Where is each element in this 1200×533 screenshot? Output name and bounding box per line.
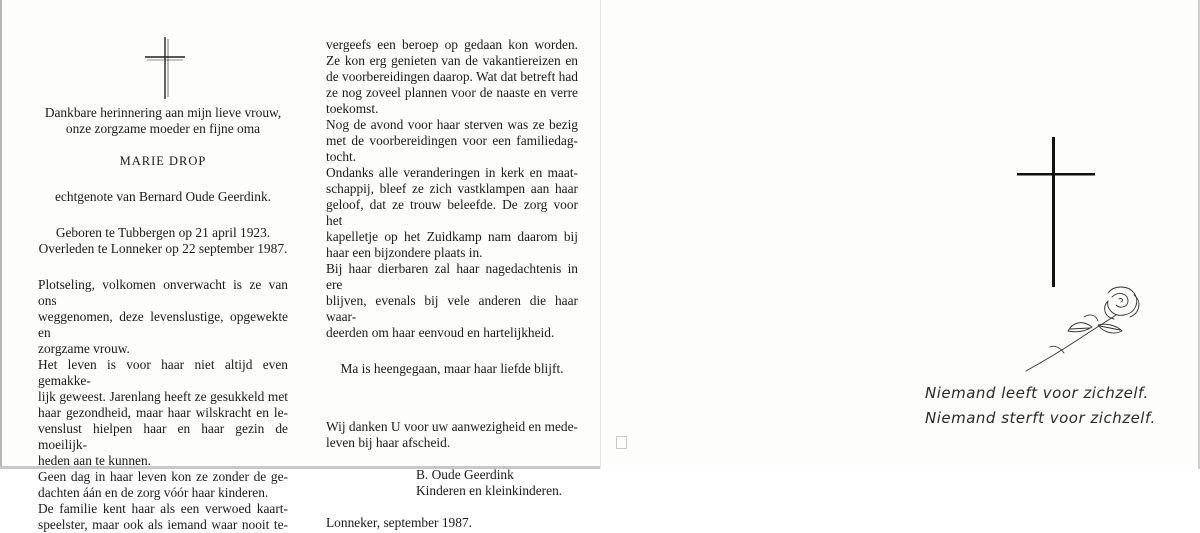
text-line: lijk geweest. Jarenlang heeft ze gesukkeld met (38, 389, 288, 404)
intro-line: Dankbare herinnering aan mijn lieve vrouw, (44, 105, 282, 120)
deceased-name: MARIE DROP (119, 154, 207, 168)
middle-panel (326, 37, 578, 531)
text-line: deerden om haar eenvoud en hartelijkheid. (326, 325, 555, 340)
text-line: Bij haar dierbaren zal haar nagedachtenis in ere (326, 261, 578, 292)
motto-line: Niemand leeft voor zichzelf. (925, 384, 1149, 402)
signature (326, 467, 578, 499)
text-line: Plotseling, volkomen onverwacht is ze van ons (38, 277, 288, 308)
text-line: Ze kon erg genieten van de vakantiereizen en (326, 53, 578, 68)
text-line: venslust hielpen haar en haar gezin de moeilijk- (38, 421, 288, 452)
text-line: vergeefs een beroep op gedaan kon worden. (326, 37, 578, 52)
place-date: Lonneker, september 1987. (326, 515, 472, 530)
text-line: haar een bijzondere plaats in. (326, 245, 483, 260)
text-line: zorgzame vrouw. (38, 341, 130, 356)
text-line: geloof, dat ze trouw beleefde. De zorg voor het (326, 197, 578, 228)
print-mark (616, 436, 627, 449)
text-line: Het leven is voor haar niet altijd even gemakke- (38, 357, 288, 388)
text-line: De familie kent haar als een verwoed kaart- (38, 501, 288, 516)
text-line: de voorbereidingen daarop. Wat dat betreft had (326, 69, 578, 84)
spouse-line: echtgenote van Bernard Oude Geerdink. (54, 189, 272, 204)
card-edge-left (0, 0, 2, 469)
intro-line: onze zorgzame moeder en fijne oma (65, 121, 261, 136)
text-line: heden aan te kunnen. (38, 453, 152, 468)
biography-text (38, 277, 288, 533)
text-line: kapelletje op het Zuidkamp nam daarom bij (326, 229, 578, 244)
intro-text (38, 105, 288, 137)
text-line: dachten áán en de zorg vóór haar kinderen. (38, 485, 269, 500)
text-line: weggenomen, deze levenslustige, opgewekte en (38, 309, 288, 340)
motto-line: Niemand sterft voor zichzelf. (925, 409, 1156, 427)
text-line: toekomst. (326, 101, 379, 116)
card-fold-line (600, 0, 601, 469)
text-line: Nog de avond voor haar sterven was ze bezig (326, 117, 578, 132)
text-line: schappij, bleef ze zich vastklampen aan haar (326, 181, 578, 196)
rose-illustration (1024, 283, 1144, 373)
text-line: Geen dag in haar leven kon ze zonder de ge- (38, 469, 288, 484)
thanks-line: Wij danken U voor uw aanwezigheid en mede- (326, 419, 578, 434)
cross-icon (145, 37, 185, 99)
signature-line: Kinderen en kleinkinderen. (416, 483, 563, 498)
death-line: Overleden te Lonneker op 22 september 1987. (38, 241, 288, 256)
cross-icon (1017, 137, 1095, 287)
signature-line: B. Oude Geerdink (416, 467, 514, 482)
thanks-text (326, 419, 578, 451)
text-line: tocht. (326, 149, 357, 164)
text-line: met de voorbereidingen voor een familiedag- (326, 133, 578, 148)
text-line: haar gezondheid, maar haar wilskracht en le- (38, 405, 288, 420)
biography-continued (326, 37, 578, 341)
text-line: blijven, evenals bij vele anderen die haar waar- (326, 293, 578, 324)
text-line: Ondanks alle veranderingen in kerk en maat- (326, 165, 578, 180)
closing-quote: Ma is heengegaan, maar haar liefde blijft. (340, 361, 564, 376)
text-line: ze nog zoveel plannen voor de naaste en verre (326, 85, 578, 100)
thanks-line: leven bij haar afscheid. (326, 435, 451, 450)
birth-line: Geboren te Tubbergen op 21 april 1923. (55, 225, 271, 240)
text-line: speelster, maar ook als iemand waar nooit te- (38, 517, 288, 532)
